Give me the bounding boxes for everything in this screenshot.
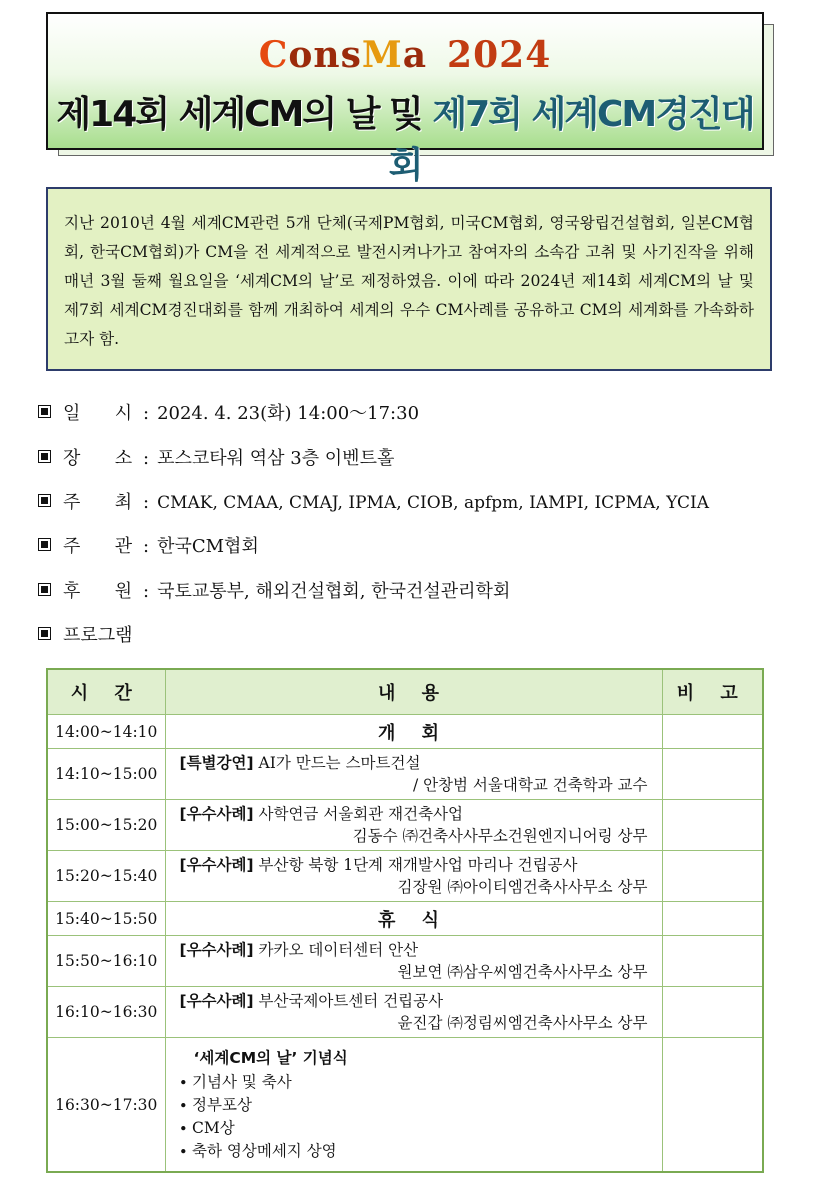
row-time: 16:30~17:30	[47, 1038, 165, 1173]
bullet-item: ∙ 정부포상	[179, 1095, 252, 1114]
row-note	[662, 749, 763, 800]
row-time: 15:40~15:50	[47, 902, 165, 936]
row-time: 15:20~15:40	[47, 851, 165, 902]
info-host: 주 최 : CMAK, CMAA, CMAJ, IPMA, CIOB, apfpm, IAMPI, ICPMA, YCIA	[38, 488, 709, 514]
row-note	[662, 1038, 763, 1173]
info-value: CMAK, CMAA, CMAJ, IPMA, CIOB, apfpm, IAMPI, ICPMA, YCIA	[157, 493, 710, 513]
title-letters-ons: ons	[288, 34, 362, 76]
ceremony-bullets	[180, 1071, 648, 1163]
checkbox-square-icon	[38, 494, 51, 507]
bullet-item: ∙ CM상	[179, 1118, 235, 1137]
table-row	[47, 749, 763, 800]
row-line2: 원보연 ㈜삼우씨엠건축사사무소 상무	[397, 963, 648, 981]
bullet-item: ∙ 축하 영상메세지 상영	[179, 1141, 337, 1160]
row-title: 개 회	[165, 715, 662, 749]
title-event-1: 제14회 세계CM의 날 및	[56, 94, 422, 135]
table-row	[47, 936, 763, 987]
bullet-item: ∙ 기념사 및 축사	[179, 1072, 292, 1091]
row-line1: AI가 만드는 스마트건설	[258, 754, 421, 772]
info-organizer: 주 관 : 한국CM협회	[38, 532, 259, 558]
intro-text: 지난 2010년 4월 세계CM관련 5개 단체(국제PM협회, 미국CM협회, 영국왕립건설협회, 일본CM협회, 한국CM협회)가 CM을 전 세계적으로 발전시켜나가고 참여자의 소속감 고취 및 사기진작을 위해 매년 3월 둘째 월요일을 ‘세계CM의 날’로 제정하였음. 이에 따라 2024년 제14회 세계CM의 날 및 제7회 세계CM경진대회를 함께 개최하여 세계의 우수 CM사례를 공유하고 CM의 세계화를 가속화하고자 함.	[64, 214, 754, 348]
checkbox-square-icon	[38, 538, 51, 551]
row-line2: 김장원 ㈜아이티엠건축사사무소 상무	[397, 878, 648, 896]
checkbox-square-icon	[38, 450, 51, 463]
program-table	[46, 668, 764, 1173]
row-content	[165, 987, 662, 1038]
row-time: 15:50~16:10	[47, 936, 165, 987]
intro-box	[46, 187, 772, 371]
title-line-1	[48, 34, 762, 76]
row-time: 15:00~15:20	[47, 800, 165, 851]
info-label: 일 시	[63, 403, 133, 424]
info-label: 프로그램	[63, 625, 133, 646]
row-time: 16:10~16:30	[47, 987, 165, 1038]
table-row	[47, 715, 763, 749]
row-tag: [우수사례]	[179, 941, 254, 959]
row-tag: [특별강연]	[179, 754, 254, 772]
table-row	[47, 800, 763, 851]
header-time: 시 간	[47, 669, 165, 715]
row-tag: [우수사례]	[179, 805, 254, 823]
row-line1: 부산국제아트센터 건립공사	[258, 992, 444, 1010]
title-year: 2024	[447, 34, 552, 76]
checkbox-square-icon	[38, 627, 51, 640]
row-note	[662, 987, 763, 1038]
row-content	[165, 800, 662, 851]
row-time: 14:10~15:00	[47, 749, 165, 800]
row-tag: [우수사례]	[179, 992, 254, 1010]
row-line2: / 안창범 서울대학교 건축학과 교수	[412, 776, 648, 794]
row-line1: 부산항 북항 1단계 재개발사업 마리나 건립공사	[258, 856, 578, 874]
row-note	[662, 715, 763, 749]
checkbox-square-icon	[38, 405, 51, 418]
title-letter-a: a	[402, 34, 428, 76]
info-value: 포스코타워 역삼 3층 이벤트홀	[157, 448, 395, 469]
table-row	[47, 987, 763, 1038]
info-value: 한국CM협회	[157, 536, 259, 557]
row-line2: 윤진갑 ㈜정림씨엠건축사사무소 상무	[397, 1014, 648, 1032]
table-row	[47, 1038, 763, 1173]
info-sponsor: 후 원 : 국토교통부, 해외건설협회, 한국건설관리학회	[38, 577, 510, 603]
info-program	[38, 621, 133, 647]
row-tag: [우수사례]	[179, 856, 254, 874]
title-event-2: 제7회 세계CM경진대회	[388, 94, 754, 186]
row-line2: 김동수 ㈜건축사사무소건원엔지니어링 상무	[352, 827, 648, 845]
row-content	[165, 749, 662, 800]
info-date: 일 시 : 2024. 4. 23(화) 14:00～17:30	[38, 399, 419, 425]
row-content	[165, 936, 662, 987]
row-content	[165, 851, 662, 902]
checkbox-square-icon	[38, 583, 51, 596]
info-label: 장 소	[63, 448, 133, 469]
title-line-2	[48, 86, 762, 188]
info-venue: 장 소 : 포스코타워 역삼 3층 이벤트홀	[38, 444, 394, 470]
row-note	[662, 936, 763, 987]
header-note: 비 고	[662, 669, 763, 715]
row-time: 14:00~14:10	[47, 715, 165, 749]
info-label: 주 최	[63, 492, 133, 513]
row-title: 휴 식	[165, 902, 662, 936]
title-banner	[46, 12, 764, 186]
title-letter-c: C	[258, 34, 289, 76]
table-header	[47, 669, 763, 715]
row-note	[662, 851, 763, 902]
row-note	[662, 902, 763, 936]
info-value: 2024. 4. 23(화) 14:00～17:30	[157, 403, 420, 424]
title-letter-m: M	[361, 34, 403, 76]
info-value: 국토교통부, 해외건설협회, 한국건설관리학회	[157, 581, 511, 602]
table-row	[47, 851, 763, 902]
ceremony-title: ‘세계CM의 날’ 기념식	[193, 1048, 348, 1067]
row-content	[165, 1038, 662, 1173]
info-label: 후 원	[63, 581, 133, 602]
row-line1: 카카오 데이터센터 안산	[258, 941, 419, 959]
info-label: 주 관	[63, 536, 133, 557]
header-content: 내 용	[165, 669, 662, 715]
row-line1: 사학연금 서울회관 재건축사업	[258, 805, 464, 823]
table-row	[47, 902, 763, 936]
row-note	[662, 800, 763, 851]
